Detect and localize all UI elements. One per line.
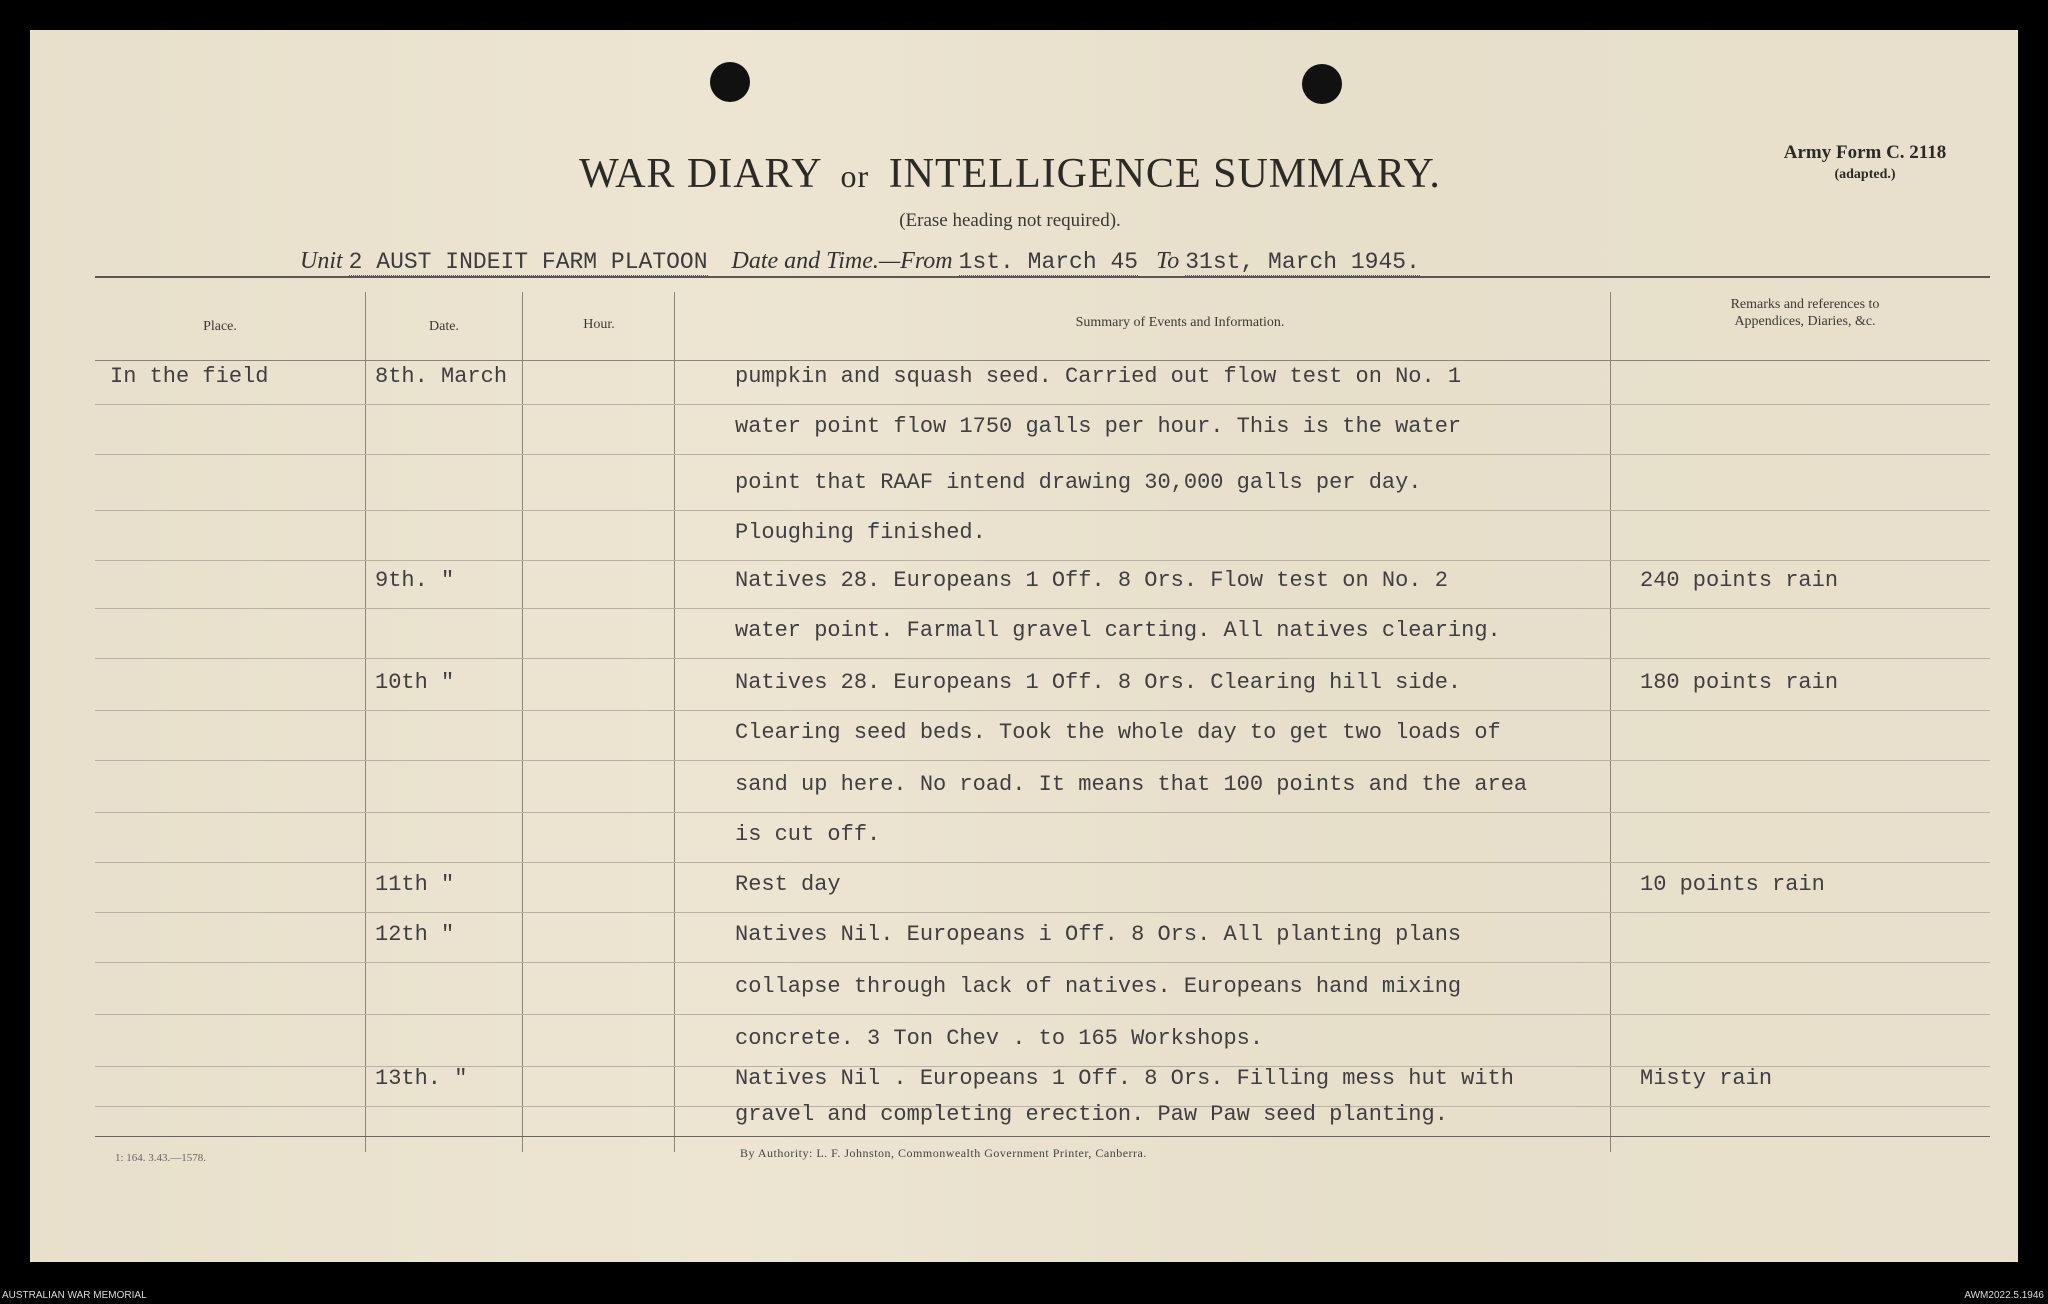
row-summary: Natives 28. Europeans 1 Off. 8 Ors. Flow test on No. 2 [735, 568, 1448, 593]
row-summary: Ploughing finished. [735, 520, 986, 545]
row-remarks: Misty rain [1640, 1066, 1773, 1091]
row-summary: sand up here. No road. It means that 100 points and the area [735, 772, 1528, 797]
row-summary: collapse through lack of natives. Europeans hand mixing [735, 974, 1462, 999]
row-date: 12th " [375, 922, 455, 947]
date-label: Date and Time.—From [731, 248, 953, 274]
form-number [1760, 142, 1970, 186]
row-rule [95, 510, 1990, 511]
row-summary: water point flow 1750 galls per hour. This is the water [735, 414, 1462, 439]
archive-caption-left: AUSTRALIAN WAR MEMORIAL [2, 1290, 147, 1301]
row-remarks: 240 points rain [1640, 568, 1839, 593]
to-value: 31st, March 1945. [1185, 249, 1420, 275]
row-summary: Rest day [735, 872, 841, 897]
row-summary: point that RAAF intend drawing 30,000 galls per day. [735, 470, 1422, 495]
row-rule [95, 812, 1990, 813]
col-hour: Hour. [583, 317, 615, 332]
row-rule [95, 962, 1990, 963]
row-summary: gravel and completing erection. Paw Paw seed planting. [735, 1102, 1448, 1127]
row-remarks: 180 points rain [1640, 670, 1839, 695]
row-summary: Clearing seed beds. Took the whole day to get two loads of [735, 720, 1501, 745]
col-divider [674, 292, 675, 1152]
row-rule [95, 862, 1990, 863]
title-intelligence-summary: INTELLIGENCE SUMMARY. [888, 151, 1441, 197]
row-summary: pumpkin and squash seed. Carried out flow test on No. 1 [735, 364, 1462, 389]
row-date: 9th. " [375, 568, 455, 593]
page-subtitle: (Erase heading not required). [899, 210, 1121, 231]
row-rule [95, 560, 1990, 561]
diary-page [30, 30, 2018, 1262]
form-adapted-label: (adapted.) [1834, 167, 1896, 182]
row-rule [95, 658, 1990, 659]
punch-hole-left [710, 62, 750, 102]
header-rule [95, 276, 1990, 278]
unit-label: Unit [300, 248, 343, 274]
printer-authority: By Authority: L. F. Johnston, Commonwealth Government Printer, Canberra. [740, 1146, 1147, 1160]
row-rule [95, 454, 1990, 455]
row-date: 13th. " [375, 1066, 468, 1091]
row-summary: Natives 28. Europeans 1 Off. 8 Ors. Clearing hill side. [735, 670, 1462, 695]
row-rule [95, 912, 1990, 913]
col-summary: Summary of Events and Information. [1075, 315, 1285, 330]
unit-line [300, 248, 1600, 275]
row-date: 10th " [375, 670, 455, 695]
col-divider [365, 292, 366, 1152]
row-remarks: 10 points rain [1640, 872, 1825, 897]
print-code: 1: 164. 3.43.—1578. [115, 1152, 207, 1164]
row-rule [95, 1014, 1990, 1015]
row-date: 11th " [375, 872, 455, 897]
form-number-label: Army Form C. 2118 [1783, 142, 1947, 163]
to-label: To [1156, 248, 1180, 274]
title-or: or [840, 158, 870, 194]
col-remarks-line-1: Remarks and references to [1730, 297, 1880, 312]
footer-rule [95, 1136, 1990, 1137]
row-rule [95, 608, 1990, 609]
col-place: Place. [203, 319, 237, 334]
col-date: Date. [429, 319, 459, 334]
unit-value: 2 AUST INDEIT FARM PLATOON [348, 249, 708, 275]
row-summary: Natives Nil . Europeans 1 Off. 8 Ors. Filling mess hut with [735, 1066, 1514, 1091]
row-summary: concrete. 3 Ton Chev . to 165 Workshops. [735, 1026, 1264, 1051]
row-rule [95, 404, 1990, 405]
row-rule [95, 710, 1990, 711]
row-date: 8th. March [375, 364, 508, 389]
col-divider [522, 292, 523, 1152]
page-title [560, 150, 1460, 198]
col-divider [1610, 292, 1611, 1152]
row-place: In the field [110, 364, 269, 389]
archive-caption-right: AWM2022.5.1946 [1964, 1290, 2044, 1301]
row-rule [95, 760, 1990, 761]
row-summary: Natives Nil. Europeans i Off. 8 Ors. All planting plans [735, 922, 1462, 947]
title-war-diary: WAR DIARY [579, 151, 822, 197]
row-summary: is cut off. [735, 822, 881, 847]
col-remarks [1610, 296, 2000, 330]
row-summary: water point. Farmall gravel carting. All natives clearing. [735, 618, 1501, 643]
from-value: 1st. March 45 [958, 249, 1139, 275]
header-bottom-rule [95, 360, 1990, 361]
punch-hole-right [1302, 64, 1342, 104]
col-remarks-line-2: Appendices, Diaries, &c. [1734, 314, 1876, 329]
